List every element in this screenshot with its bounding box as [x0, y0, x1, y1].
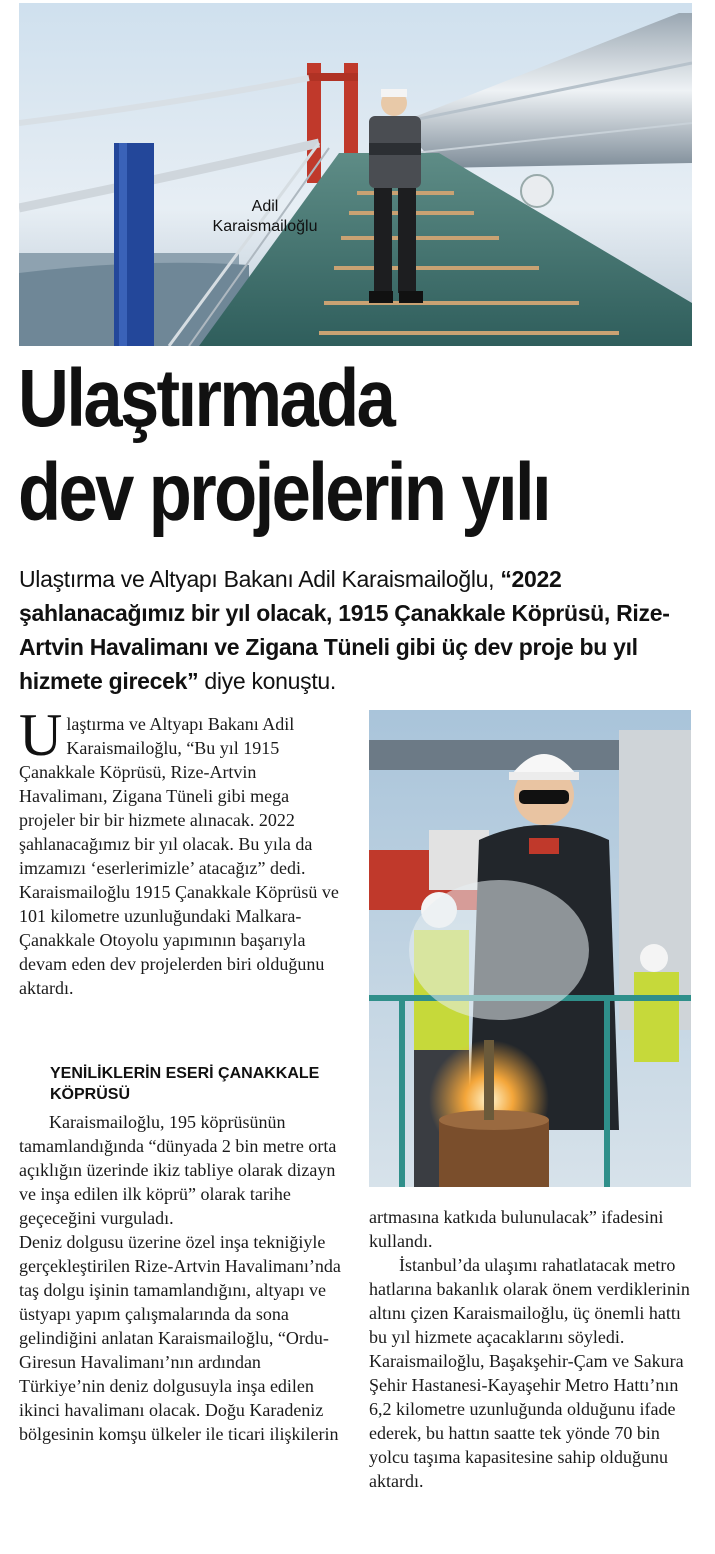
article-column-left-bottom: [19, 1110, 349, 1446]
welding-ceremony-image: [369, 710, 691, 1187]
bridge-catwalk-photo: [19, 3, 692, 346]
headline-line-1: Ulaştırmada: [18, 353, 394, 444]
article-paragraph-4: İstanbul’da ulaşımı rahatlatacak metro hatlarına bakanlık olarak önem verdiklerinin altını çizen Karaismailoğlu, üç önemli hattı bu yıl hizmete açacaklarını söyledi. Karaismailoğlu, Başakşehir-Çam ve Sakura Şehir Hastanesi-Kayaşehir Metro Hattı’nın 6,2 kilometre uzunluğunda olduğunu ifade ederek, bu hattın saatte tek yönde 70 bin yolcu taşıma kapasitesine sahip olduğunu aktardı.: [369, 1255, 690, 1491]
standfirst-intro: Ulaştırma ve Altyapı Bakanı Adil Karaismailoğlu,: [19, 566, 501, 592]
standfirst: [19, 562, 699, 698]
standfirst-quote: “2022 şahlanacağımız bir yıl olacak, 1915 Çanakkale Köprüsü, Rize-Artvin Havalimanı ve Zigana Tüneli gibi üç dev proje bu yıl hizmete girecek”: [19, 566, 670, 694]
article-paragraph-2: Karaismailoğlu, 195 köprüsünün tamamlandığında “dünyada 2 bin metre orta açıklığın üzerinde ikiz tabliye olarak dizayn ve inşa edilen ilk köprü” olarak tarihe geçeceğini vurguladı.: [19, 1112, 337, 1228]
article-paragraph-3-continued: artmasına katkıda bulunulacak” ifadesini kullandı.: [369, 1207, 664, 1251]
photo-caption: Adil Karaismailoğlu: [212, 198, 318, 235]
article-paragraph-1-text: laştırma ve Altyapı Bakanı Adil Karaismailoğlu, “Bu yıl 1915 Çanakkale Köprüsü, Rize-Artvin Havalimanı, Zigana Tüneli gibi mega projeler bir bir hizmete alınacak. 2022 şahlanacağımız bir yıl olacak. Bu yıla da imzamızı ‘eserlerimizle’ atacağız” dedi. Karaismailoğlu 1915 Çanakkale Köprüsü ve 101 kilometre uzunluğundaki Malkara-Çanakkale Otoyolu yapımının başarıyla devam eden dev projelerden biri olduğunu aktardı.: [19, 714, 339, 998]
article-column-left-top: [19, 702, 349, 1000]
bridge-catwalk-image: [19, 3, 692, 346]
drop-cap: U: [19, 702, 63, 768]
standfirst-outro: diye konuştu.: [198, 668, 337, 694]
headline: [18, 352, 603, 540]
headline-line-2: dev projelerin yılı: [18, 447, 550, 538]
article-column-right-bottom: [369, 1205, 699, 1493]
section-subhead: YENİLİKLERİN ESERİ ÇANAKKALE KÖPRÜSÜ: [50, 1065, 320, 1103]
article-paragraph-1: [19, 702, 349, 1000]
article-paragraph-3: Deniz dolgusu üzerine özel inşa tekniğiyle gerçekleştirilen Rize-Artvin Havalimanı’nda taş dolgu işinin tamamlandığını, altyapı ve üstyapı yapım çalışmalarında da sona gelindiğini anlatan Karaismailoğlu, “Ordu-Giresun Havalimanı’nın ardından Türkiye’nin deniz dolgusuyla inşa edilen ikinci havalimanı olacak. Doğu Karadeniz bölgesinin komşu ülkeler ile ticari ilişkilerin: [19, 1232, 341, 1444]
welding-ceremony-photo: [369, 710, 691, 1187]
